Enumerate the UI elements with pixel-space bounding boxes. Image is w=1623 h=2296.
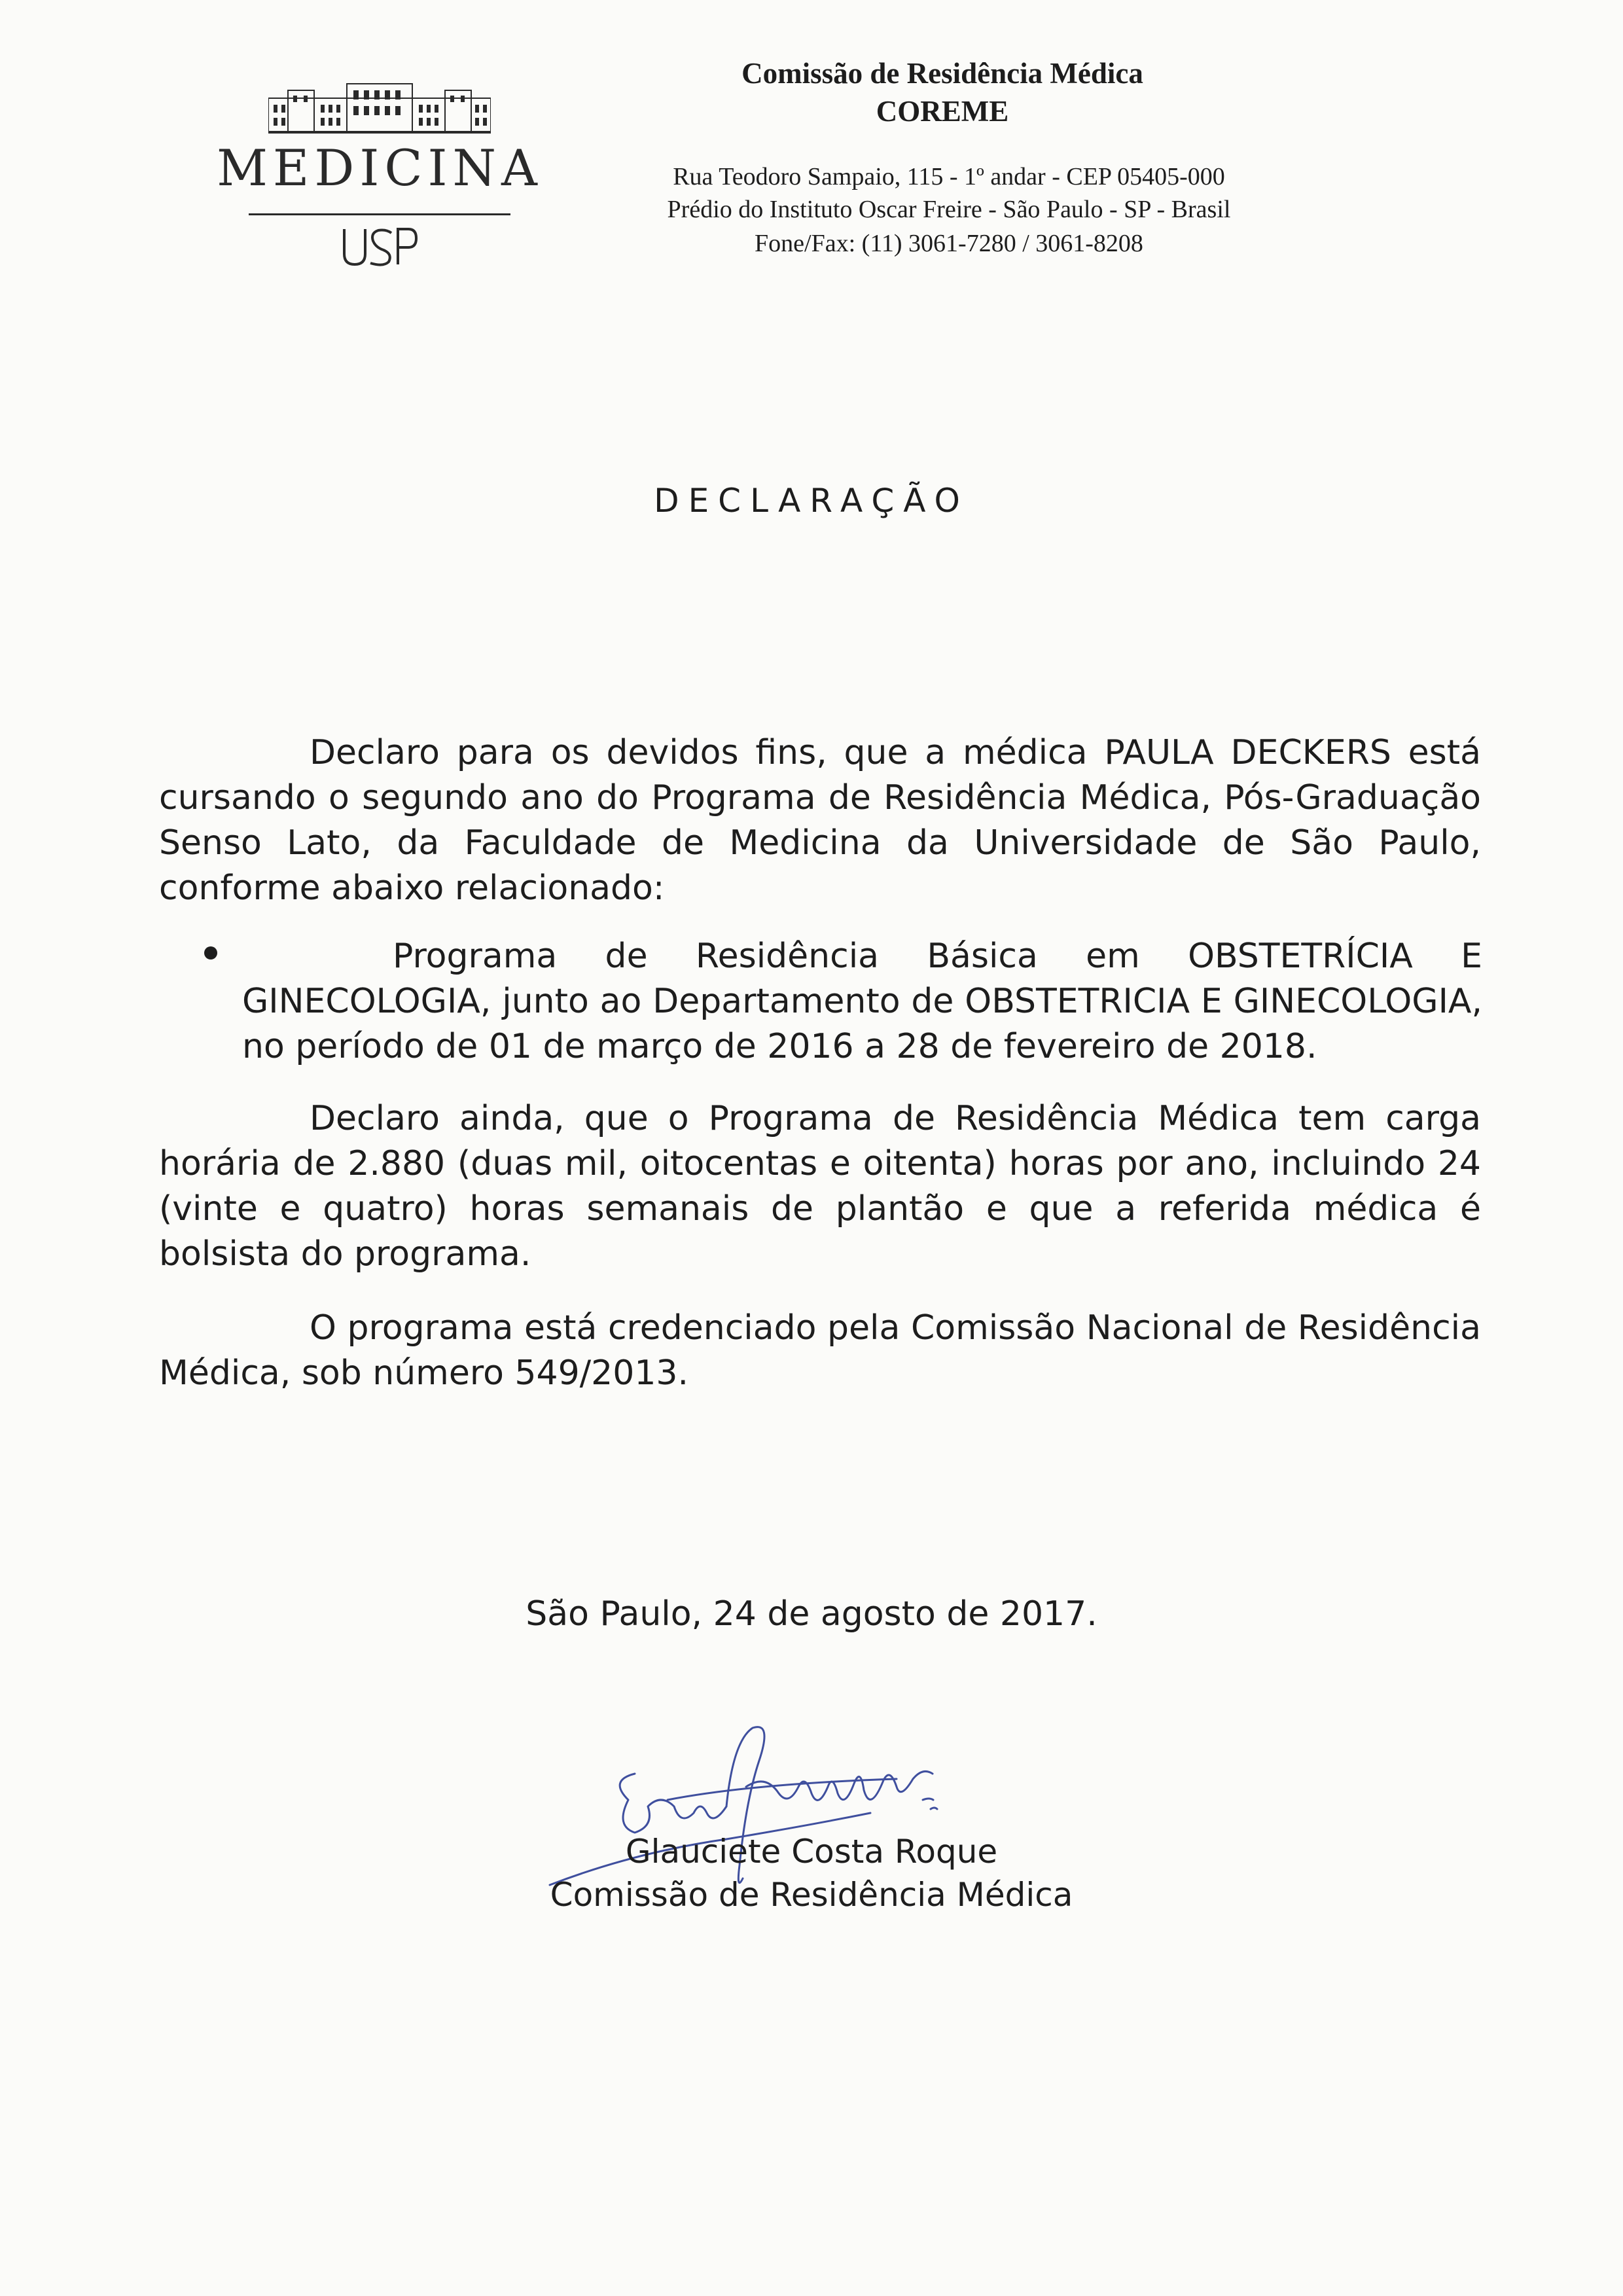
workload-paragraph: Declaro ainda, que o Programa de Residência Médica tem carga horária de 2.880 (duas mil, oitocentas e oitenta) horas por ano, incluindo 24 (vinte e quatro) horas semanais de plantão e que a referida médica é bolsista do programa. <box>159 1099 1481 1274</box>
place-and-date: São Paulo, 24 de agosto de 2017. <box>526 1594 1097 1634</box>
signer-name: Glauciete Costa Roque <box>625 1833 998 1871</box>
usp-mark-icon <box>340 224 419 270</box>
signer-role: Comissão de Residência Médica <box>550 1876 1073 1914</box>
program-list-item: Programa de Residência Básica em OBSTETRÍCIA E GINECOLOGIA, junto ao Departamento de OBSTETRICIA E GINECOLOGIA, no período de 01 de março de 2016 a 28 de fevereiro de 2018. <box>242 937 1482 1066</box>
phone-line: Fone/Fax: (11) 3061-7280 / 3061-8208 <box>755 230 1143 257</box>
document-title: DECLARAÇÃO <box>654 482 969 520</box>
bullet-icon <box>204 946 217 960</box>
organization-acronym: COREME <box>876 95 1009 128</box>
accreditation-paragraph: O programa está credenciado pela Comissão Nacional de Residência Médica, sob número 549/2013. <box>159 1308 1481 1393</box>
address-line: Rua Teodoro Sampaio, 115 - 1º andar - CEP 05405-000 <box>673 163 1225 190</box>
logo-wordmark: MEDICINA <box>217 139 543 197</box>
medicina-usp-logo <box>196 72 563 275</box>
organization-name: Comissão de Residência Médica <box>741 57 1143 90</box>
logo-rule <box>249 213 510 215</box>
address-line: Prédio do Instituto Oscar Freire - São Paulo - SP - Brasil <box>667 196 1231 223</box>
declaration-paragraph: Declaro para os devidos fins, que a médica PAULA DECKERS está cursando o segundo ano do Programa de Residência Médica, Pós-Graduação Senso Lato, da Faculdade de Medicina da Universidade de São Paulo, conforme abaixo relacionado: <box>159 733 1481 908</box>
faculty-building-icon <box>268 79 491 134</box>
